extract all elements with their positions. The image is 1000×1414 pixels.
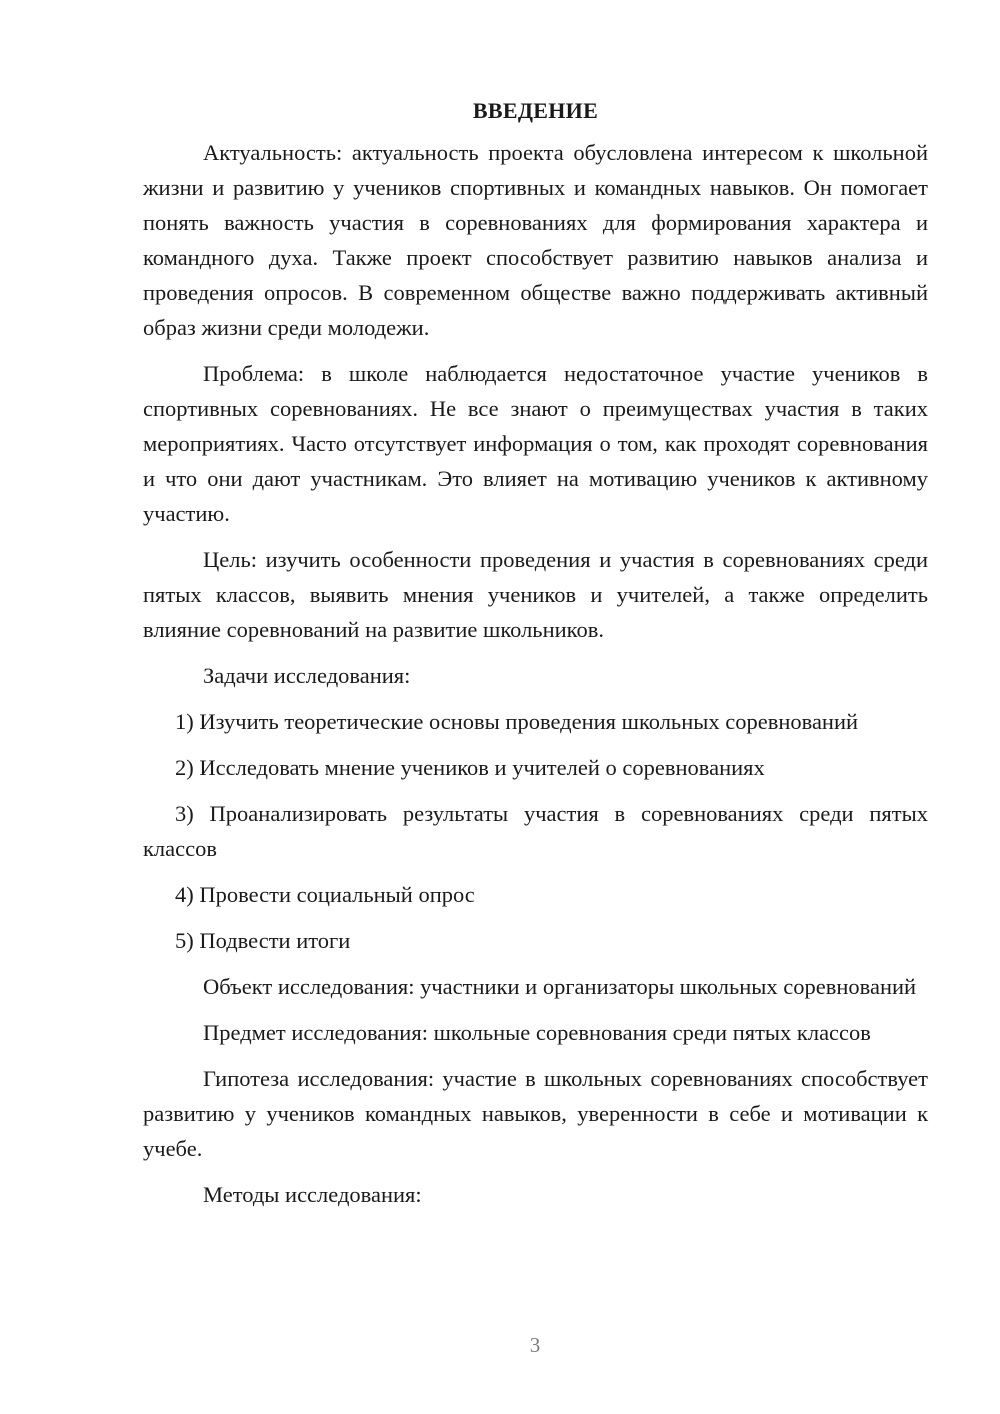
- task-item-2: 2) Исследовать мнение учеников и учителей о соревнованиях: [175, 755, 765, 780]
- task-item-3: 3) Проанализировать результаты участия в соревнованиях среди пятых классов: [143, 801, 928, 861]
- goal-paragraph: Цель: изучить особенности проведения и участия в соревнованиях среди пятых классов, выявить мнения учеников и учителей, а также определить влияние соревнований на развитие школьников.: [143, 547, 928, 642]
- task-item-1: 1) Изучить теоретические основы проведения школьных соревнований: [175, 709, 859, 734]
- hypothesis-paragraph: Гипотеза исследования: участие в школьных соревнованиях способствует развитию у учеников командных навыков, уверенности в себе и мотивации к учебе.: [143, 1066, 928, 1161]
- task-item-4: 4) Провести социальный опрос: [175, 882, 475, 907]
- document-body: [143, 95, 928, 1223]
- problem-paragraph: Проблема: в школе наблюдается недостаточное участие учеников в спортивных соревнованиях. Не все знают о преимуществах участия в таких мероприятиях. Часто отсутствует информация о том, как проходят соревнования и что они дают участникам. Это влияет на мотивацию учеников к активному участию.: [143, 361, 928, 526]
- page-number: 3: [529, 1333, 541, 1357]
- methods-heading: Методы исследования:: [203, 1182, 422, 1207]
- section-title: ВВЕДЕНИЕ: [472, 98, 599, 123]
- task-item-5: 5) Подвести итоги: [175, 928, 351, 953]
- relevance-paragraph: Актуальность: актуальность проекта обусловлена интересом к школьной жизни и развитию у учеников спортивных и командных навыков. Он помогает понять важность участия в соревнованиях для формирования характера и командного духа. Также проект способствует развитию навыков анализа и проведения опросов. В современном обществе важно поддерживать активный образ жизни среди молодежи.: [143, 140, 928, 340]
- tasks-heading: Задачи исследования:: [203, 663, 411, 688]
- subject-paragraph: Предмет исследования: школьные соревнования среди пятых классов: [203, 1020, 871, 1045]
- object-paragraph: Объект исследования: участники и организаторы школьных соревнований: [203, 974, 917, 999]
